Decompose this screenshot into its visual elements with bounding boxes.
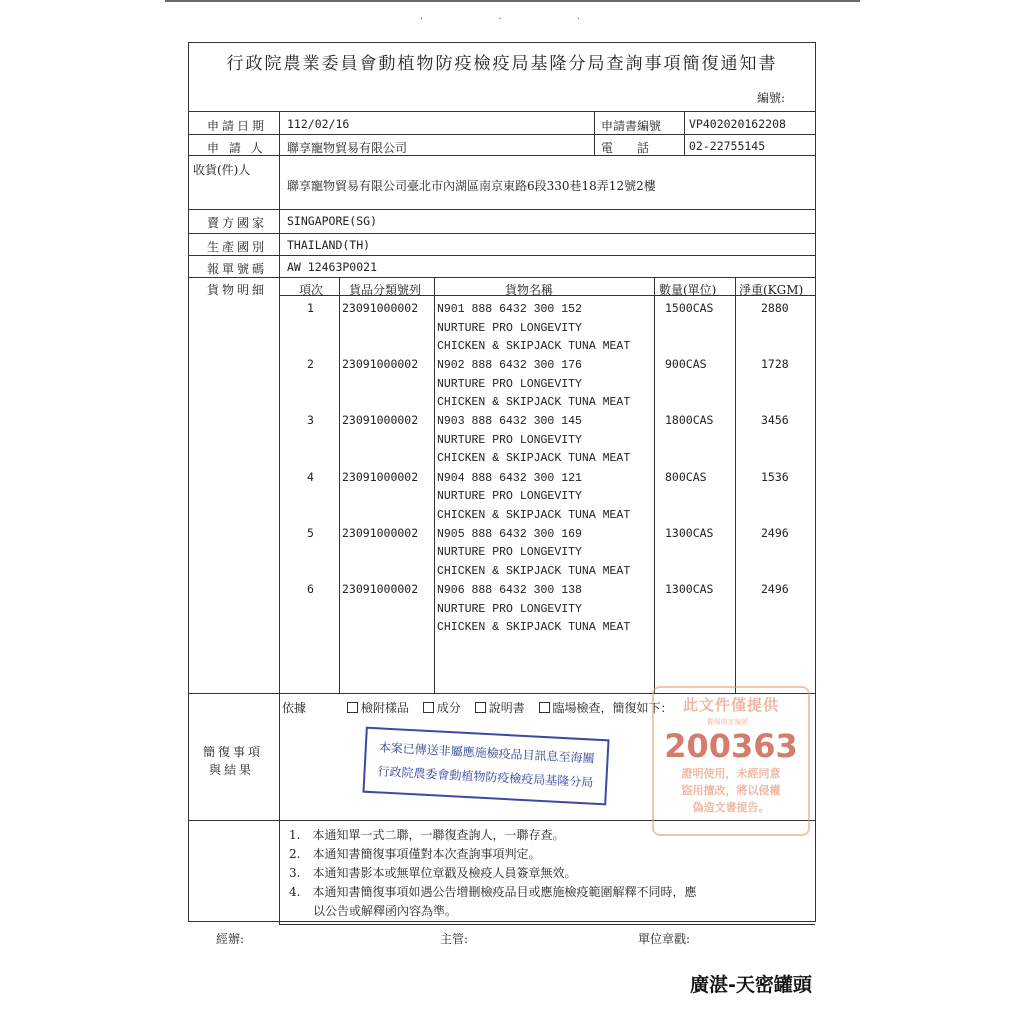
goods-name-line: CHICKEN & SKIPJACK TUNA MEAT [437,508,631,522]
phone-value: 02-22755145 [689,139,766,153]
goods-item-number: 5 [307,525,314,540]
basis-label: 依據 [282,701,307,715]
goods-quantity: 1500CAS [665,301,714,315]
goods-name-line: N901 888 6432 300 152 [437,303,582,316]
goods-code: 23091000002 [342,525,419,540]
checkbox-inspection[interactable] [539,702,550,713]
form-number-value: VP402020162208 [689,117,786,131]
goods-quantity: 1800CAS [665,413,714,428]
consignee-value: 聯享寵物貿易有限公司臺北市內湖區南京東路6段330巷18弄12號2樓 [287,179,656,193]
stamp-line-1: 本案已傳送非屬應施檢疫品目訊息至海關 [378,740,595,766]
goods-name-line: NURTURE PRO LONGEVITY [437,490,582,504]
scan-specks: · · · [420,14,616,25]
goods-name-line: N906 888 6432 300 138 [437,584,582,597]
goods-item-number: 1 [307,301,314,315]
goods-name-line: NURTURE PRO LONGEVITY [437,602,582,616]
stamp-line-2: 行政院農委會動植物防疫檢疫局基隆分局 [377,764,594,790]
checkbox-sample[interactable] [347,702,358,713]
goods-item-number: 4 [307,469,314,484]
basis-options [337,699,673,716]
document-title: 行政院農業委員會動植物防疫檢疫局基隆分局查詢事項簡復通知書 [226,54,778,74]
goods-name-line: NURTURE PRO LONGEVITY [437,433,582,447]
seller-country-label: 賣方國家 [207,216,268,230]
note-line: 1. 本通知單一式二聯，一聯復查詢人，一聯存查。 [289,828,565,842]
consignee-label: 收貨(件)人 [193,163,251,177]
watermark-line-3: 偽造文書提告。 [692,801,770,814]
watermark-number: 200363 [664,727,798,765]
goods-header-qty: 數量(單位) [659,283,717,297]
note-line: 3. 本通知書影本或無單位章戳及檢疫人員簽章無效。 [289,866,577,880]
goods-code: 23091000002 [342,301,419,315]
goods-name-line: NURTURE PRO LONGEVITY [437,546,582,560]
goods-name-line: CHICKEN & SKIPJACK TUNA MEAT [437,621,631,634]
goods-item-number: 3 [307,413,314,428]
goods-weight: 2496 [761,525,789,540]
checkbox-ingredients[interactable] [423,702,434,713]
goods-code: 23091000002 [342,357,419,372]
option-sample: 檢附樣品 [361,701,410,715]
goods-quantity: 1300CAS [665,525,714,540]
goods-header-item: 項次 [299,283,324,297]
checkbox-manual[interactable] [475,702,486,713]
goods-item-number: 2 [307,357,314,372]
origin-label: 生產國別 [207,240,268,254]
phone-label: 電 話 [601,141,650,155]
goods-name-line: N905 888 6432 300 169 [437,527,582,541]
seller-watermark [652,686,810,836]
goods-name-line: N903 888 6432 300 145 [437,415,582,429]
applicant-value: 聯享寵物貿易有限公司 [287,141,408,155]
goods-name-line: N904 888 6432 300 121 [437,471,582,485]
note-line: 以公告或解釋函內容為準。 [289,904,458,918]
watermark-sub: 賣場商家編號： [706,718,756,726]
goods-name-line: CHICKEN & SKIPJACK TUNA MEAT [437,340,631,353]
reply-label-2: 與結果 [209,763,255,777]
goods-name-line: NURTURE PRO LONGEVITY [437,321,582,335]
footer-supervisor: 主管: [440,932,469,946]
goods-item-number: 6 [307,582,314,596]
option-inspection: 臨場檢查，簡復如下： [552,701,673,715]
watermark-line-1: 證明使用，未經同意 [681,767,781,780]
goods-weight: 3456 [761,413,789,428]
watermark-line-2: 盜用擅改，將以侵權 [681,784,781,797]
reply-label-1: 簡復事項 [203,745,264,759]
option-manual: 說明書 [488,701,525,715]
brand-caption: 廣湛-天密罐頭 [690,974,812,996]
apply-date-value: 112/02/16 [287,117,350,131]
seller-country-value: SINGAPORE(SG) [287,214,378,228]
origin-value: THAILAND(TH) [287,238,371,252]
goods-weight: 2496 [761,582,789,596]
footer-unit-seal: 單位章戳: [638,932,691,946]
goods-code: 23091000002 [342,469,419,484]
goods-weight: 1536 [761,469,789,484]
footer-handler: 經辦: [216,932,245,946]
goods-quantity: 1300CAS [665,582,714,596]
official-stamp [362,727,609,806]
goods-code: 23091000002 [342,582,419,596]
form-number-label: 申請書編號 [601,119,662,133]
goods-name-line: NURTURE PRO LONGEVITY [437,377,582,391]
goods-weight: 2880 [761,301,789,315]
goods-header-name: 貨物名稱 [505,283,554,297]
goods-name-line: N902 888 6432 300 176 [437,359,582,373]
goods-quantity: 900CAS [665,357,707,372]
declaration-label: 報單號碼 [207,262,268,276]
goods-name-line: CHICKEN & SKIPJACK TUNA MEAT [437,564,631,578]
note-line: 4. 本通知書簡復事項如遇公告增刪檢疫品目或應施檢疫範圍解釋不同時，應 [289,885,697,899]
goods-header-code: 貨品分類號列 [349,283,422,297]
goods-code: 23091000002 [342,413,419,428]
goods-quantity: 800CAS [665,469,707,484]
goods-weight: 1728 [761,357,789,372]
apply-date-label: 申請日期 [207,119,268,133]
serial-number-label: 編號: [756,91,785,105]
goods-name-line: CHICKEN & SKIPJACK TUNA MEAT [437,452,631,466]
scan-top-edge [165,0,860,2]
declaration-value: AW 12463P0021 [287,260,378,274]
goods-label: 貨物明細 [207,283,268,297]
watermark-head: 此文件僅提供 [682,696,779,714]
option-ingredients: 成分 [436,701,461,715]
note-line: 2. 本通知書簡復事項僅對本次查詢事項判定。 [289,847,541,861]
applicant-label: 申 請 人 [207,141,266,155]
goods-header-weight: 淨重(KGM) [739,283,804,297]
goods-name-line: CHICKEN & SKIPJACK TUNA MEAT [437,396,631,410]
